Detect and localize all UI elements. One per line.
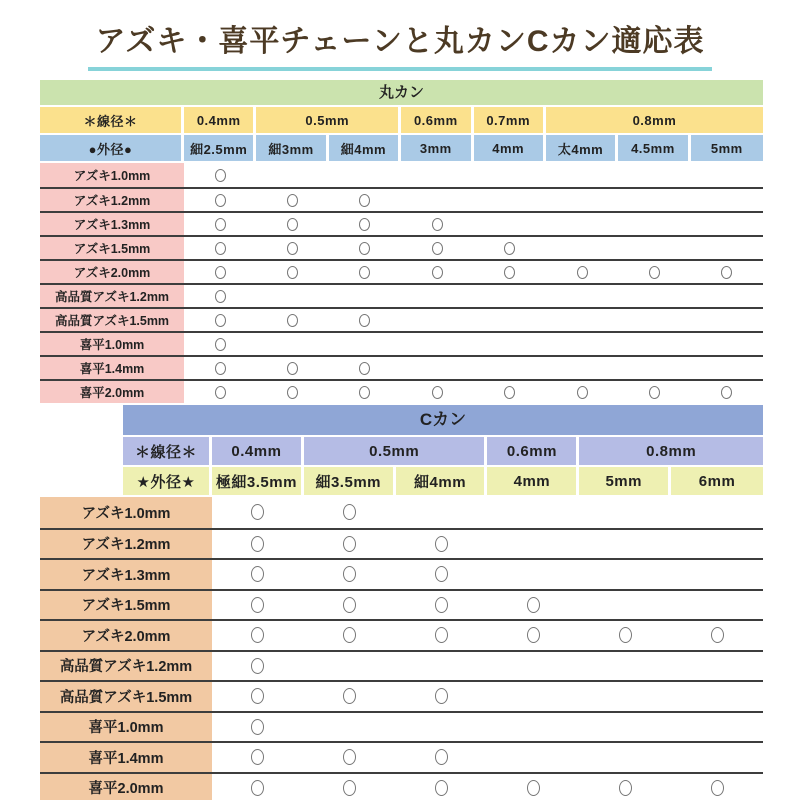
compat-cell: [401, 381, 473, 403]
compat-mark-icon: [251, 749, 264, 765]
compat-cell: [671, 497, 763, 528]
chain-row: [40, 379, 763, 403]
compat-mark-icon: [343, 749, 356, 765]
compat-cell: [691, 237, 763, 259]
compat-mark-icon: [343, 780, 356, 796]
compat-cell: [329, 381, 401, 403]
compat-cell: [329, 285, 401, 307]
compat-mark-icon: [504, 242, 515, 255]
chain-row: [40, 187, 763, 211]
compat-cell: [184, 213, 256, 235]
chain-label: アズキ1.2mm: [40, 530, 212, 559]
maru-wire-diameter-row: [40, 107, 763, 133]
compat-cell: [256, 163, 328, 187]
compat-cell: [474, 309, 546, 331]
compat-mark-icon: [527, 597, 540, 613]
compat-mark-icon: [359, 194, 370, 207]
compat-cell: [691, 309, 763, 331]
compat-cell: [487, 530, 579, 559]
compat-mark-icon: [251, 780, 264, 796]
chain-row: [40, 619, 763, 650]
compat-cell: [474, 189, 546, 211]
compat-cell: [212, 713, 304, 742]
compat-mark-icon: [504, 386, 515, 399]
compat-mark-icon: [435, 688, 448, 704]
compat-cell: [618, 381, 690, 403]
compat-cell: [579, 743, 671, 772]
c-wire-diameter-row: [123, 437, 763, 465]
chain-label: 喜平1.4mm: [40, 743, 212, 772]
compat-mark-icon: [649, 386, 660, 399]
compat-cell: [487, 682, 579, 711]
compat-cell: [474, 237, 546, 259]
chain-row: [40, 680, 763, 711]
compat-cell: [256, 261, 328, 283]
compat-cell: [184, 189, 256, 211]
compat-cell: [212, 743, 304, 772]
chain-row: [40, 558, 763, 589]
compat-cell: [671, 652, 763, 681]
compat-mark-icon: [251, 504, 264, 520]
chain-row: [40, 211, 763, 235]
chain-row: [40, 772, 763, 800]
compat-cell: [304, 652, 396, 681]
compat-mark-icon: [619, 627, 632, 643]
compat-cell: [401, 357, 473, 379]
compat-cell: [184, 357, 256, 379]
compat-cell: [396, 713, 488, 742]
compat-cell: [546, 163, 618, 187]
wire-size-cell: 0.4mm: [212, 437, 304, 465]
compat-cell: [579, 591, 671, 620]
compat-mark-icon: [287, 194, 298, 207]
compat-mark-icon: [432, 386, 443, 399]
compat-cell: [396, 743, 488, 772]
compat-mark-icon: [343, 627, 356, 643]
compat-mark-icon: [432, 266, 443, 279]
compat-cell: [401, 237, 473, 259]
chain-label: アズキ1.3mm: [40, 213, 184, 235]
compat-cell: [579, 682, 671, 711]
chain-label: 喜平1.0mm: [40, 333, 184, 355]
compat-mark-icon: [504, 266, 515, 279]
compat-cell: [546, 309, 618, 331]
compat-mark-icon: [215, 169, 226, 182]
compat-cell: [546, 333, 618, 355]
compat-mark-icon: [287, 266, 298, 279]
outer-diameter-header: ★外径★: [123, 467, 212, 495]
compat-cell: [329, 163, 401, 187]
compat-cell: [212, 560, 304, 589]
compat-cell: [671, 713, 763, 742]
compat-mark-icon: [343, 597, 356, 613]
compat-mark-icon: [359, 386, 370, 399]
compat-mark-icon: [343, 566, 356, 582]
compat-cell: [487, 560, 579, 589]
outer-size-cell: 細2.5mm: [184, 135, 256, 161]
chain-label: アズキ1.5mm: [40, 237, 184, 259]
compat-cell: [546, 381, 618, 403]
compat-cell: [487, 652, 579, 681]
chain-label: 喜平1.4mm: [40, 357, 184, 379]
compat-mark-icon: [435, 749, 448, 765]
compat-cell: [487, 591, 579, 620]
compat-cell: [691, 285, 763, 307]
compat-cell: [474, 261, 546, 283]
compat-cell: [184, 333, 256, 355]
compat-mark-icon: [287, 314, 298, 327]
compat-cell: [401, 333, 473, 355]
c-rows: [40, 497, 763, 800]
chain-label: 高品質アズキ1.2mm: [40, 652, 212, 681]
compat-mark-icon: [359, 362, 370, 375]
compat-cell: [618, 163, 690, 187]
outer-diameter-header: ●外径●: [40, 135, 184, 161]
compat-cell: [618, 309, 690, 331]
compat-mark-icon: [251, 627, 264, 643]
wire-size-cell: 0.7mm: [474, 107, 546, 133]
compat-cell: [487, 743, 579, 772]
compat-mark-icon: [359, 242, 370, 255]
compat-cell: [691, 333, 763, 355]
compat-cell: [579, 713, 671, 742]
compat-mark-icon: [721, 386, 732, 399]
compat-cell: [618, 357, 690, 379]
compat-cell: [671, 774, 763, 800]
chain-label: アズキ1.0mm: [40, 163, 184, 187]
compat-cell: [474, 333, 546, 355]
compat-mark-icon: [359, 218, 370, 231]
compat-mark-icon: [287, 242, 298, 255]
compat-mark-icon: [215, 386, 226, 399]
c-kan-table: [40, 405, 763, 800]
compat-cell: [487, 497, 579, 528]
compat-cell: [618, 237, 690, 259]
compat-cell: [618, 285, 690, 307]
compat-cell: [184, 309, 256, 331]
compat-mark-icon: [251, 688, 264, 704]
compat-mark-icon: [527, 780, 540, 796]
outer-size-cell: 細3mm: [256, 135, 328, 161]
maru-kan-table-title: 丸カン: [40, 80, 763, 105]
wire-size-cell: 0.6mm: [487, 437, 579, 465]
chain-row: [40, 497, 763, 528]
chain-row: [40, 331, 763, 355]
compat-cell: [256, 237, 328, 259]
chain-label: アズキ1.5mm: [40, 591, 212, 620]
compat-cell: [184, 381, 256, 403]
chain-label: アズキ2.0mm: [40, 621, 212, 650]
compat-cell: [474, 357, 546, 379]
compat-mark-icon: [649, 266, 660, 279]
compat-mark-icon: [251, 658, 264, 674]
compat-cell: [329, 333, 401, 355]
compat-cell: [691, 213, 763, 235]
compat-cell: [401, 261, 473, 283]
compat-cell: [579, 497, 671, 528]
compat-cell: [256, 189, 328, 211]
chain-row: [40, 307, 763, 331]
compat-cell: [396, 591, 488, 620]
compat-mark-icon: [577, 386, 588, 399]
compat-cell: [401, 189, 473, 211]
outer-size-cell: 5mm: [691, 135, 763, 161]
compat-mark-icon: [435, 597, 448, 613]
compat-mark-icon: [287, 362, 298, 375]
compat-cell: [474, 213, 546, 235]
compat-mark-icon: [432, 218, 443, 231]
compat-mark-icon: [435, 627, 448, 643]
chain-row: [40, 528, 763, 559]
compat-cell: [579, 652, 671, 681]
outer-size-cell: 細4mm: [329, 135, 401, 161]
compat-cell: [579, 774, 671, 800]
compat-cell: [256, 333, 328, 355]
compat-cell: [401, 285, 473, 307]
chain-row: [40, 650, 763, 681]
compat-cell: [671, 591, 763, 620]
compat-cell: [487, 621, 579, 650]
wire-size-cell: 0.4mm: [184, 107, 256, 133]
compat-mark-icon: [343, 504, 356, 520]
compat-cell: [618, 261, 690, 283]
compat-cell: [691, 163, 763, 187]
compat-mark-icon: [711, 780, 724, 796]
compat-cell: [212, 621, 304, 650]
compat-cell: [184, 163, 256, 187]
compat-mark-icon: [435, 780, 448, 796]
compat-cell: [546, 237, 618, 259]
compat-cell: [691, 261, 763, 283]
chain-label: 高品質アズキ1.5mm: [40, 682, 212, 711]
compat-cell: [671, 530, 763, 559]
compat-mark-icon: [359, 266, 370, 279]
compat-mark-icon: [215, 242, 226, 255]
chain-row: [40, 235, 763, 259]
compat-cell: [401, 163, 473, 187]
chain-row: [40, 259, 763, 283]
compat-cell: [184, 261, 256, 283]
compat-cell: [304, 621, 396, 650]
maru-rows: [40, 163, 763, 403]
chain-row: [40, 283, 763, 307]
compat-cell: [487, 713, 579, 742]
compat-cell: [691, 189, 763, 211]
outer-size-cell: 3mm: [401, 135, 473, 161]
compat-cell: [396, 560, 488, 589]
compat-cell: [256, 309, 328, 331]
chain-row: [40, 589, 763, 620]
compat-cell: [304, 497, 396, 528]
compat-cell: [546, 213, 618, 235]
wire-size-cell: 0.5mm: [256, 107, 401, 133]
compat-cell: [304, 530, 396, 559]
chain-row: [40, 163, 763, 187]
compat-cell: [212, 530, 304, 559]
chain-label: 高品質アズキ1.5mm: [40, 309, 184, 331]
outer-size-cell: 4.5mm: [618, 135, 690, 161]
outer-size-cell: 5mm: [579, 467, 671, 495]
wire-diameter-header: ＊線径＊: [40, 107, 184, 133]
compat-mark-icon: [577, 266, 588, 279]
compat-cell: [329, 261, 401, 283]
outer-size-cell: 細4mm: [396, 467, 488, 495]
outer-size-cell: 4mm: [487, 467, 579, 495]
maru-outer-diameter-row: [40, 135, 763, 161]
chain-row: [40, 741, 763, 772]
wire-size-cell: 0.5mm: [304, 437, 488, 465]
wire-size-cell: 0.8mm: [579, 437, 763, 465]
compat-cell: [184, 285, 256, 307]
compat-mark-icon: [435, 566, 448, 582]
compat-cell: [396, 682, 488, 711]
compat-cell: [396, 530, 488, 559]
chain-label: 喜平2.0mm: [40, 774, 212, 800]
compat-cell: [579, 530, 671, 559]
maru-kan-table: [40, 80, 763, 403]
compat-cell: [212, 652, 304, 681]
compat-mark-icon: [251, 536, 264, 552]
chain-label: アズキ1.0mm: [40, 497, 212, 528]
compat-cell: [304, 560, 396, 589]
chain-label: アズキ2.0mm: [40, 261, 184, 283]
compat-cell: [184, 237, 256, 259]
compat-cell: [671, 743, 763, 772]
compat-cell: [579, 560, 671, 589]
c-outer-diameter-row: [123, 467, 763, 495]
compat-mark-icon: [215, 338, 226, 351]
chain-row: [40, 711, 763, 742]
compat-cell: [212, 497, 304, 528]
page-title-wrap: [0, 14, 800, 71]
compat-cell: [396, 652, 488, 681]
chain-label: アズキ1.3mm: [40, 560, 212, 589]
chain-row: [40, 355, 763, 379]
compat-cell: [546, 261, 618, 283]
compat-cell: [579, 621, 671, 650]
outer-size-cell: 極細3.5mm: [212, 467, 304, 495]
wire-size-cell: 0.8mm: [546, 107, 763, 133]
outer-size-cell: 6mm: [671, 467, 763, 495]
compat-cell: [618, 213, 690, 235]
compat-cell: [618, 189, 690, 211]
c-kan-table-title: Cカン: [123, 405, 763, 435]
chain-label: アズキ1.2mm: [40, 189, 184, 211]
compat-mark-icon: [343, 536, 356, 552]
compat-mark-icon: [251, 566, 264, 582]
wire-size-cell: 0.6mm: [401, 107, 473, 133]
outer-size-cell: 4mm: [474, 135, 546, 161]
compat-cell: [304, 713, 396, 742]
compat-cell: [691, 381, 763, 403]
compat-cell: [546, 189, 618, 211]
compat-cell: [212, 591, 304, 620]
compat-cell: [474, 381, 546, 403]
compat-cell: [304, 682, 396, 711]
compat-mark-icon: [432, 242, 443, 255]
compat-mark-icon: [435, 536, 448, 552]
compat-cell: [329, 189, 401, 211]
compat-cell: [401, 213, 473, 235]
compat-mark-icon: [215, 314, 226, 327]
compat-cell: [474, 163, 546, 187]
compat-cell: [691, 357, 763, 379]
compat-mark-icon: [711, 627, 724, 643]
compat-cell: [304, 774, 396, 800]
compat-mark-icon: [287, 218, 298, 231]
compat-cell: [474, 285, 546, 307]
compat-mark-icon: [527, 627, 540, 643]
outer-size-cell: 太4mm: [546, 135, 618, 161]
compat-cell: [546, 285, 618, 307]
compat-cell: [256, 381, 328, 403]
compat-cell: [329, 309, 401, 331]
compat-cell: [304, 591, 396, 620]
compat-mark-icon: [215, 218, 226, 231]
page-title: アズキ・喜平チェーンと丸カンCカン適応表: [88, 14, 713, 71]
compat-cell: [212, 682, 304, 711]
compat-cell: [256, 213, 328, 235]
compat-cell: [618, 333, 690, 355]
compat-cell: [256, 285, 328, 307]
compat-mark-icon: [251, 719, 264, 735]
chain-label: 喜平1.0mm: [40, 713, 212, 742]
compat-mark-icon: [287, 386, 298, 399]
compat-mark-icon: [215, 290, 226, 303]
compat-cell: [487, 774, 579, 800]
compat-mark-icon: [721, 266, 732, 279]
compat-cell: [396, 497, 488, 528]
compat-mark-icon: [619, 780, 632, 796]
compat-cell: [256, 357, 328, 379]
compat-cell: [396, 621, 488, 650]
compat-cell: [329, 237, 401, 259]
compat-cell: [396, 774, 488, 800]
compat-mark-icon: [343, 688, 356, 704]
compat-cell: [304, 743, 396, 772]
compat-mark-icon: [215, 194, 226, 207]
compat-mark-icon: [251, 597, 264, 613]
compat-cell: [329, 357, 401, 379]
wire-diameter-header: ＊線径＊: [123, 437, 212, 465]
compat-cell: [671, 621, 763, 650]
compat-cell: [671, 682, 763, 711]
compat-cell: [401, 309, 473, 331]
compat-cell: [329, 213, 401, 235]
outer-size-cell: 細3.5mm: [304, 467, 396, 495]
compat-cell: [671, 560, 763, 589]
compat-mark-icon: [215, 266, 226, 279]
compat-cell: [546, 357, 618, 379]
compat-cell: [212, 774, 304, 800]
compat-mark-icon: [359, 314, 370, 327]
chain-label: 喜平2.0mm: [40, 381, 184, 403]
chain-label: 高品質アズキ1.2mm: [40, 285, 184, 307]
compat-mark-icon: [215, 362, 226, 375]
